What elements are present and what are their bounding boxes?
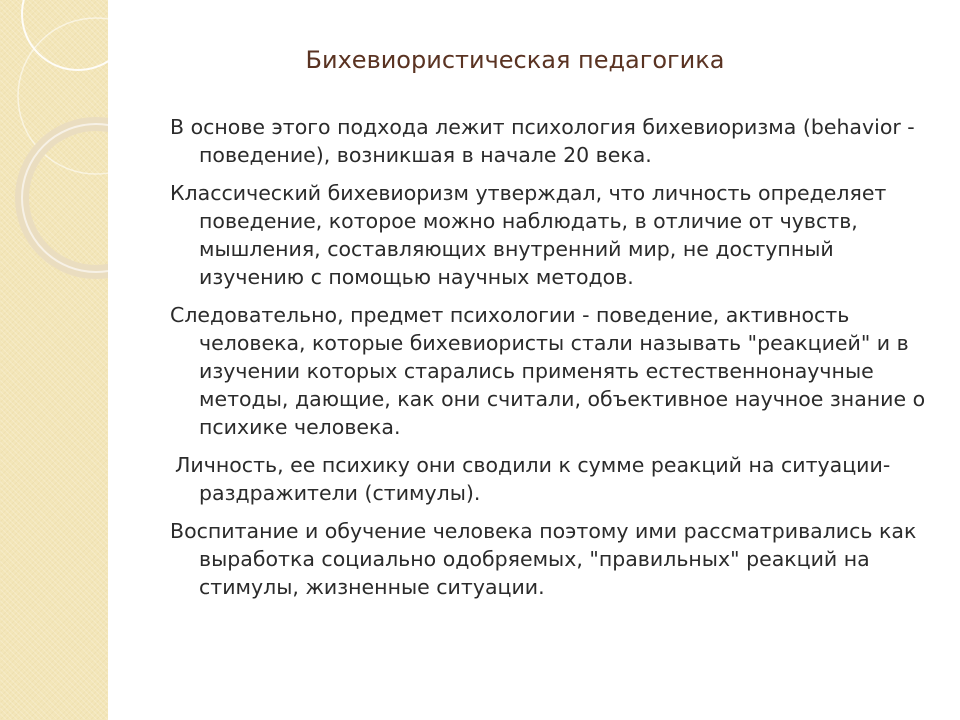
paragraph-1: В основе этого подхода лежит психология бихевиоризма (behavior - поведение), возникшая в начале 20 века. xyxy=(170,115,915,167)
paragraph-2: Классический бихевиоризм утверждал, что личность определяет поведение, которое можно наблюдать, в отличие от чувств, мышления, составляющих внутренний мир, не доступный изучению с помощью научных методов. xyxy=(170,181,887,289)
paragraph-4: Личность, ее психику они сводили к сумме реакций на ситуации-раздражители (стимулы). xyxy=(175,453,891,505)
paragraph-3: Следовательно, предмет психологии - поведение, активность человека, которые бихевиористы стали называть "реакцией" и в изучении которых старались применять естественнонаучные методы, дающие, как они считали, объективное научное знание о психике человека. xyxy=(170,303,926,439)
paragraph-5: Воспитание и обучение человека поэтому ими рассматривались как выработка социально одобряемых, "правильных" реакций на стимулы, жизненные ситуации. xyxy=(170,519,917,599)
slide-title: Бихевиористическая педагогика xyxy=(305,46,725,74)
decorative-circles-icon xyxy=(0,0,108,720)
slide-body xyxy=(170,113,932,611)
decorative-side-panel xyxy=(0,0,108,720)
